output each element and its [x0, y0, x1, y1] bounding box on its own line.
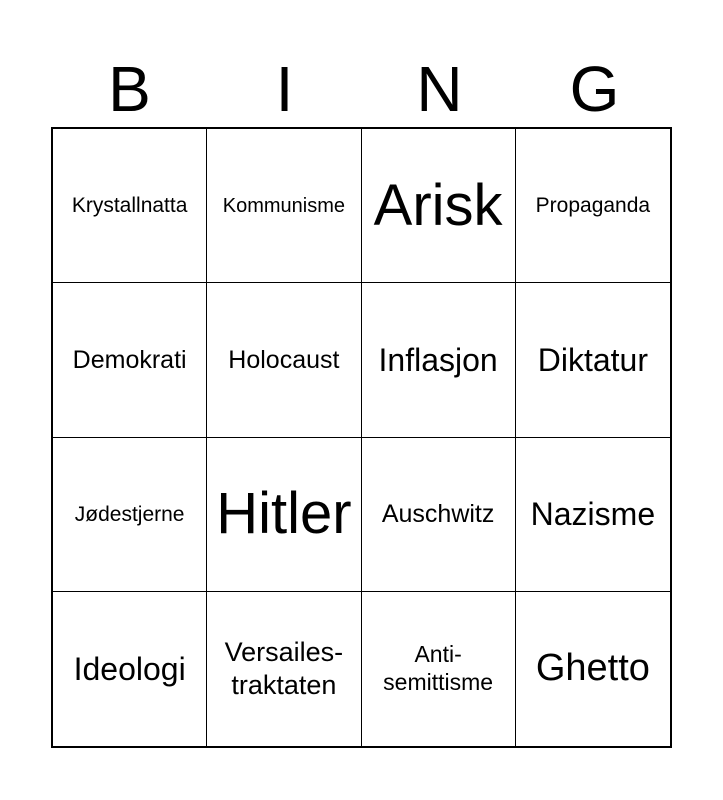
cell-label: Ideologi [73, 650, 186, 687]
bingo-cell [362, 592, 516, 746]
cell-label: Ghetto [535, 647, 650, 690]
cell-label: Demokrati [72, 345, 187, 374]
bingo-cell [362, 129, 516, 283]
header-letter-n: N [416, 53, 463, 125]
cell-label: Holocaust [228, 345, 340, 374]
bingo-cell [516, 438, 670, 592]
cell-label: Kommunisme [222, 194, 345, 217]
header-letter-i: I [275, 53, 294, 125]
cell-label: Arisk [373, 172, 503, 238]
bingo-cell [207, 283, 361, 437]
bingo-cell [53, 283, 207, 437]
bingo-cell [207, 438, 361, 592]
cell-label: Diktatur [537, 341, 648, 378]
cell-label: Versailes- traktaten [224, 637, 344, 700]
bingo-cell [516, 129, 670, 283]
cell-label: Inflasjon [378, 341, 498, 378]
cell-label: Auschwitz [381, 500, 495, 529]
bingo-board [51, 127, 672, 748]
cell-label: Anti- semittisme [383, 641, 494, 695]
bingo-header [52, 50, 672, 128]
bingo-cell [516, 283, 670, 437]
bingo-cell [207, 129, 361, 283]
bingo-cell [516, 592, 670, 746]
cell-label: Propaganda [535, 194, 651, 218]
bingo-cell [362, 283, 516, 437]
cell-label: Hitler [216, 481, 352, 547]
header-letter-g: G [569, 53, 620, 125]
bingo-cell [53, 129, 207, 283]
cell-label: Krystallnatta [71, 194, 188, 218]
header-letter-b: B [108, 53, 151, 125]
bingo-cell [362, 438, 516, 592]
bingo-cell [53, 438, 207, 592]
bingo-cell [207, 592, 361, 746]
cell-label: Jødestjerne [74, 502, 185, 526]
cell-label: Nazisme [530, 495, 656, 532]
bingo-cell [53, 592, 207, 746]
